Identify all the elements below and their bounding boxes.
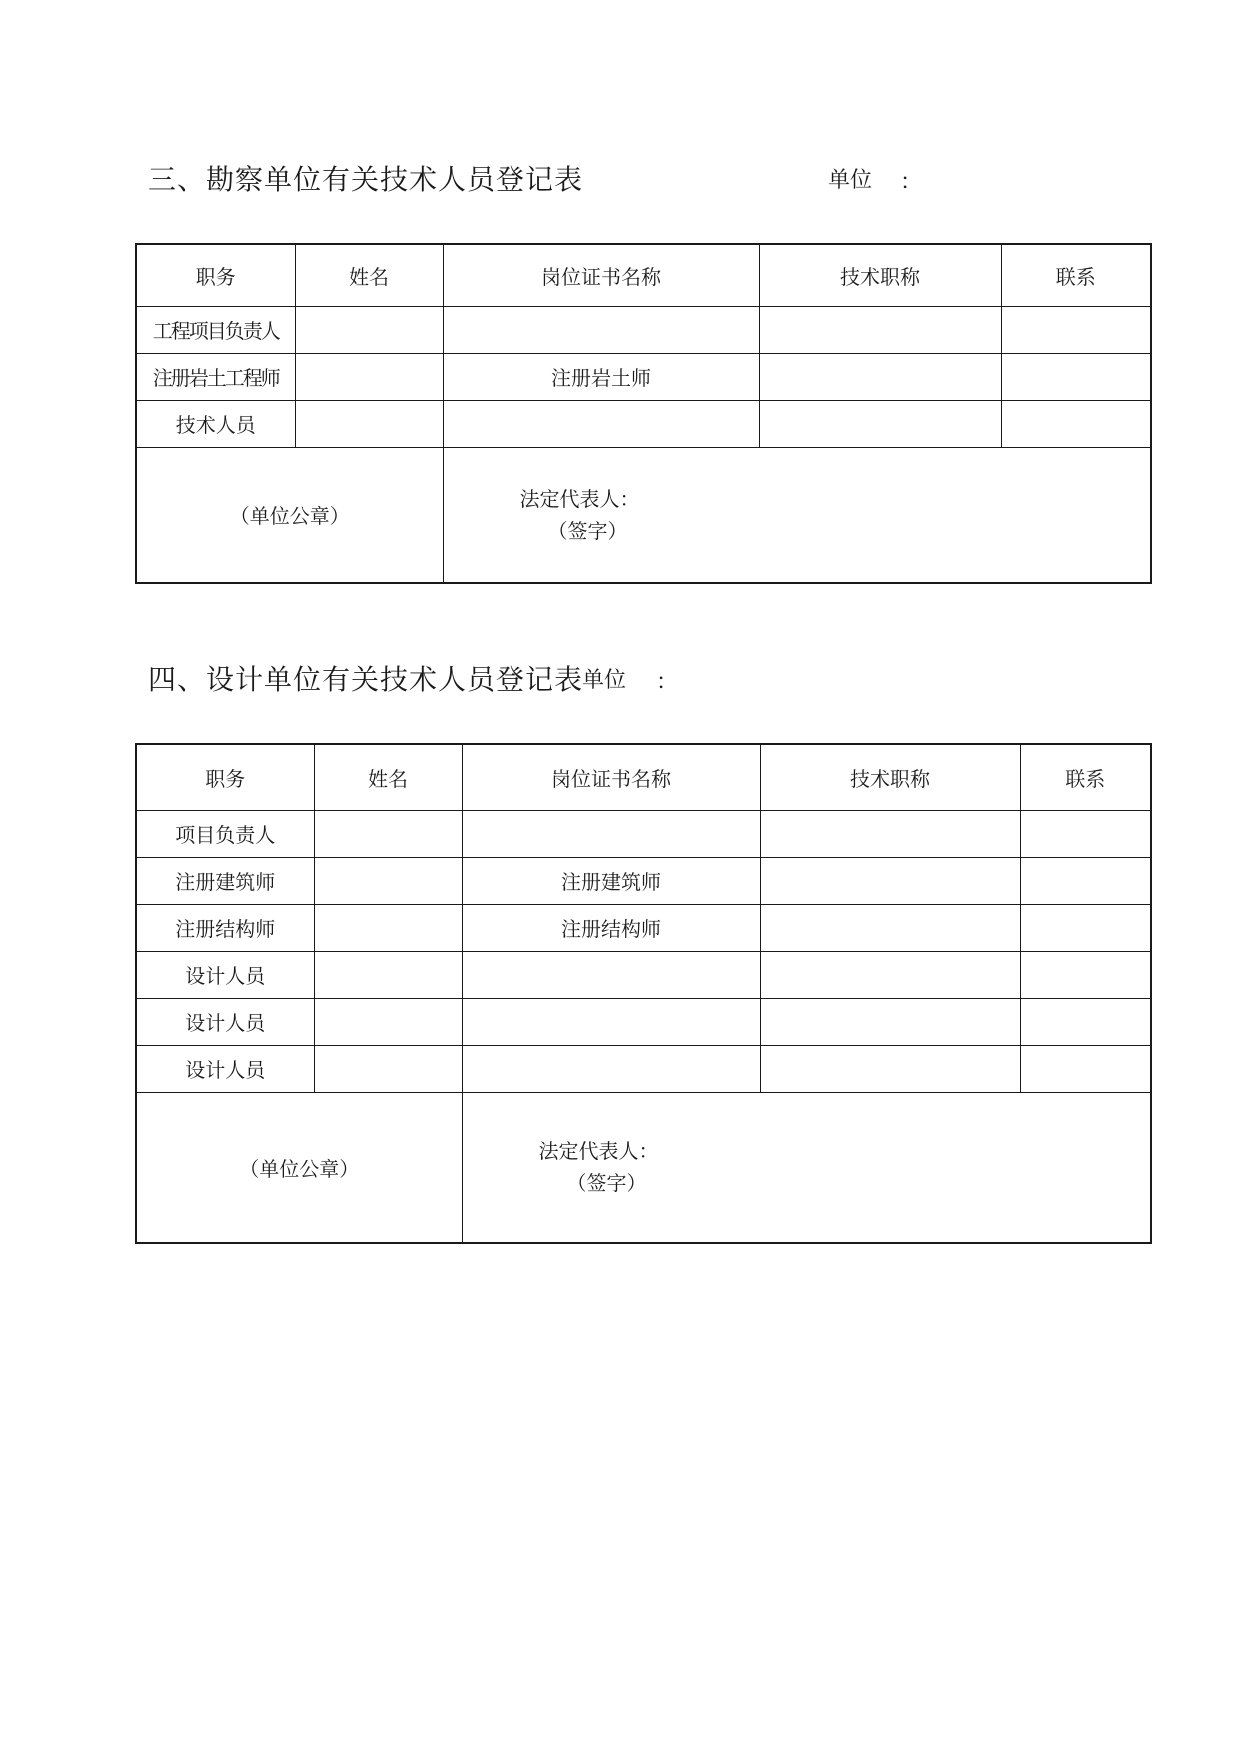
cell-contact[interactable] (1001, 353, 1151, 400)
cell-certificate[interactable] (443, 306, 759, 353)
cell-title[interactable] (760, 951, 1020, 998)
signature-label: （签字） (547, 518, 628, 543)
cell-name[interactable] (295, 400, 443, 447)
cell-certificate[interactable] (462, 998, 760, 1045)
cell-position: 工程项目负责人 (136, 306, 295, 353)
section3-header-row (136, 244, 1151, 306)
table-row (136, 998, 1151, 1045)
section3-unit-colon: ： (900, 170, 923, 195)
cell-certificate[interactable] (462, 1045, 760, 1092)
table-row (136, 857, 1151, 904)
cell-name[interactable] (314, 951, 462, 998)
cell-certificate: 注册结构师 (462, 904, 760, 951)
header-contact: 联系 (1020, 744, 1151, 810)
table-row (136, 810, 1151, 857)
cell-name[interactable] (295, 306, 443, 353)
cell-position: 技术人员 (136, 400, 295, 447)
cell-title[interactable] (759, 400, 1001, 447)
cell-name[interactable] (314, 857, 462, 904)
cell-certificate[interactable] (462, 951, 760, 998)
cell-name[interactable] (314, 998, 462, 1045)
section4-signature-row (136, 1092, 1151, 1243)
legal-rep-block (520, 483, 640, 547)
cell-contact[interactable] (1020, 904, 1151, 951)
legal-rep-block (539, 1135, 659, 1199)
cell-name[interactable] (314, 904, 462, 951)
signature-label: （签字） (566, 1171, 647, 1196)
section4-header-row (136, 744, 1151, 810)
seal-label: （单位公章） (229, 504, 350, 529)
section3-title: 三、勘察单位有关技术人员登记表 (148, 163, 584, 196)
cell-contact[interactable] (1020, 951, 1151, 998)
cell-name[interactable] (295, 353, 443, 400)
cell-position: 注册岩土工程师 (136, 353, 295, 400)
cell-contact[interactable] (1020, 1045, 1151, 1092)
header-name: 姓名 (314, 744, 462, 810)
cell-title[interactable] (760, 810, 1020, 857)
cell-name[interactable] (314, 810, 462, 857)
cell-position: 设计人员 (136, 998, 314, 1045)
header-certificate: 岗位证书名称 (462, 744, 760, 810)
header-certificate: 岗位证书名称 (443, 244, 759, 306)
header-name: 姓名 (295, 244, 443, 306)
cell-position: 注册建筑师 (136, 857, 314, 904)
cell-title[interactable] (759, 306, 1001, 353)
table-row (136, 904, 1151, 951)
table-row (136, 951, 1151, 998)
section4-table (135, 743, 1152, 1244)
legal-rep-label: 法定代表人： (519, 486, 640, 511)
header-position: 职务 (136, 744, 314, 810)
cell-contact[interactable] (1020, 857, 1151, 904)
header-position: 职务 (136, 244, 295, 306)
cell-contact[interactable] (1020, 998, 1151, 1045)
seal-cell (136, 447, 443, 583)
header-title: 技术职称 (759, 244, 1001, 306)
section4-unit-colon: ： (656, 670, 679, 695)
cell-title[interactable] (760, 904, 1020, 951)
cell-certificate[interactable] (462, 810, 760, 857)
cell-title[interactable] (760, 857, 1020, 904)
cell-position: 项目负责人 (136, 810, 314, 857)
section4-title: 四、设计单位有关技术人员登记表 (148, 663, 584, 696)
cell-title[interactable] (760, 998, 1020, 1045)
cell-contact[interactable] (1001, 306, 1151, 353)
section3-unit-label: 单位 (828, 168, 873, 193)
legal-rep-label: 法定代表人： (538, 1139, 659, 1164)
cell-title[interactable] (760, 1045, 1020, 1092)
cell-title[interactable] (759, 353, 1001, 400)
section3-signature-row (136, 447, 1151, 583)
seal-label: （单位公章） (239, 1156, 360, 1181)
cell-position: 设计人员 (136, 951, 314, 998)
table-row (136, 400, 1151, 447)
section3-table (135, 243, 1152, 584)
table-row (136, 1045, 1151, 1092)
seal-cell (136, 1092, 462, 1243)
section4-unit-label: 单位 (582, 668, 627, 693)
cell-position: 注册结构师 (136, 904, 314, 951)
signature-cell[interactable] (443, 447, 1151, 583)
cell-certificate: 注册建筑师 (462, 857, 760, 904)
cell-name[interactable] (314, 1045, 462, 1092)
cell-contact[interactable] (1001, 400, 1151, 447)
cell-position: 设计人员 (136, 1045, 314, 1092)
cell-certificate[interactable] (443, 400, 759, 447)
signature-cell[interactable] (462, 1092, 1151, 1243)
header-contact: 联系 (1001, 244, 1151, 306)
table-row (136, 353, 1151, 400)
header-title: 技术职称 (760, 744, 1020, 810)
table-row (136, 306, 1151, 353)
cell-contact[interactable] (1020, 810, 1151, 857)
cell-certificate: 注册岩土师 (443, 353, 759, 400)
